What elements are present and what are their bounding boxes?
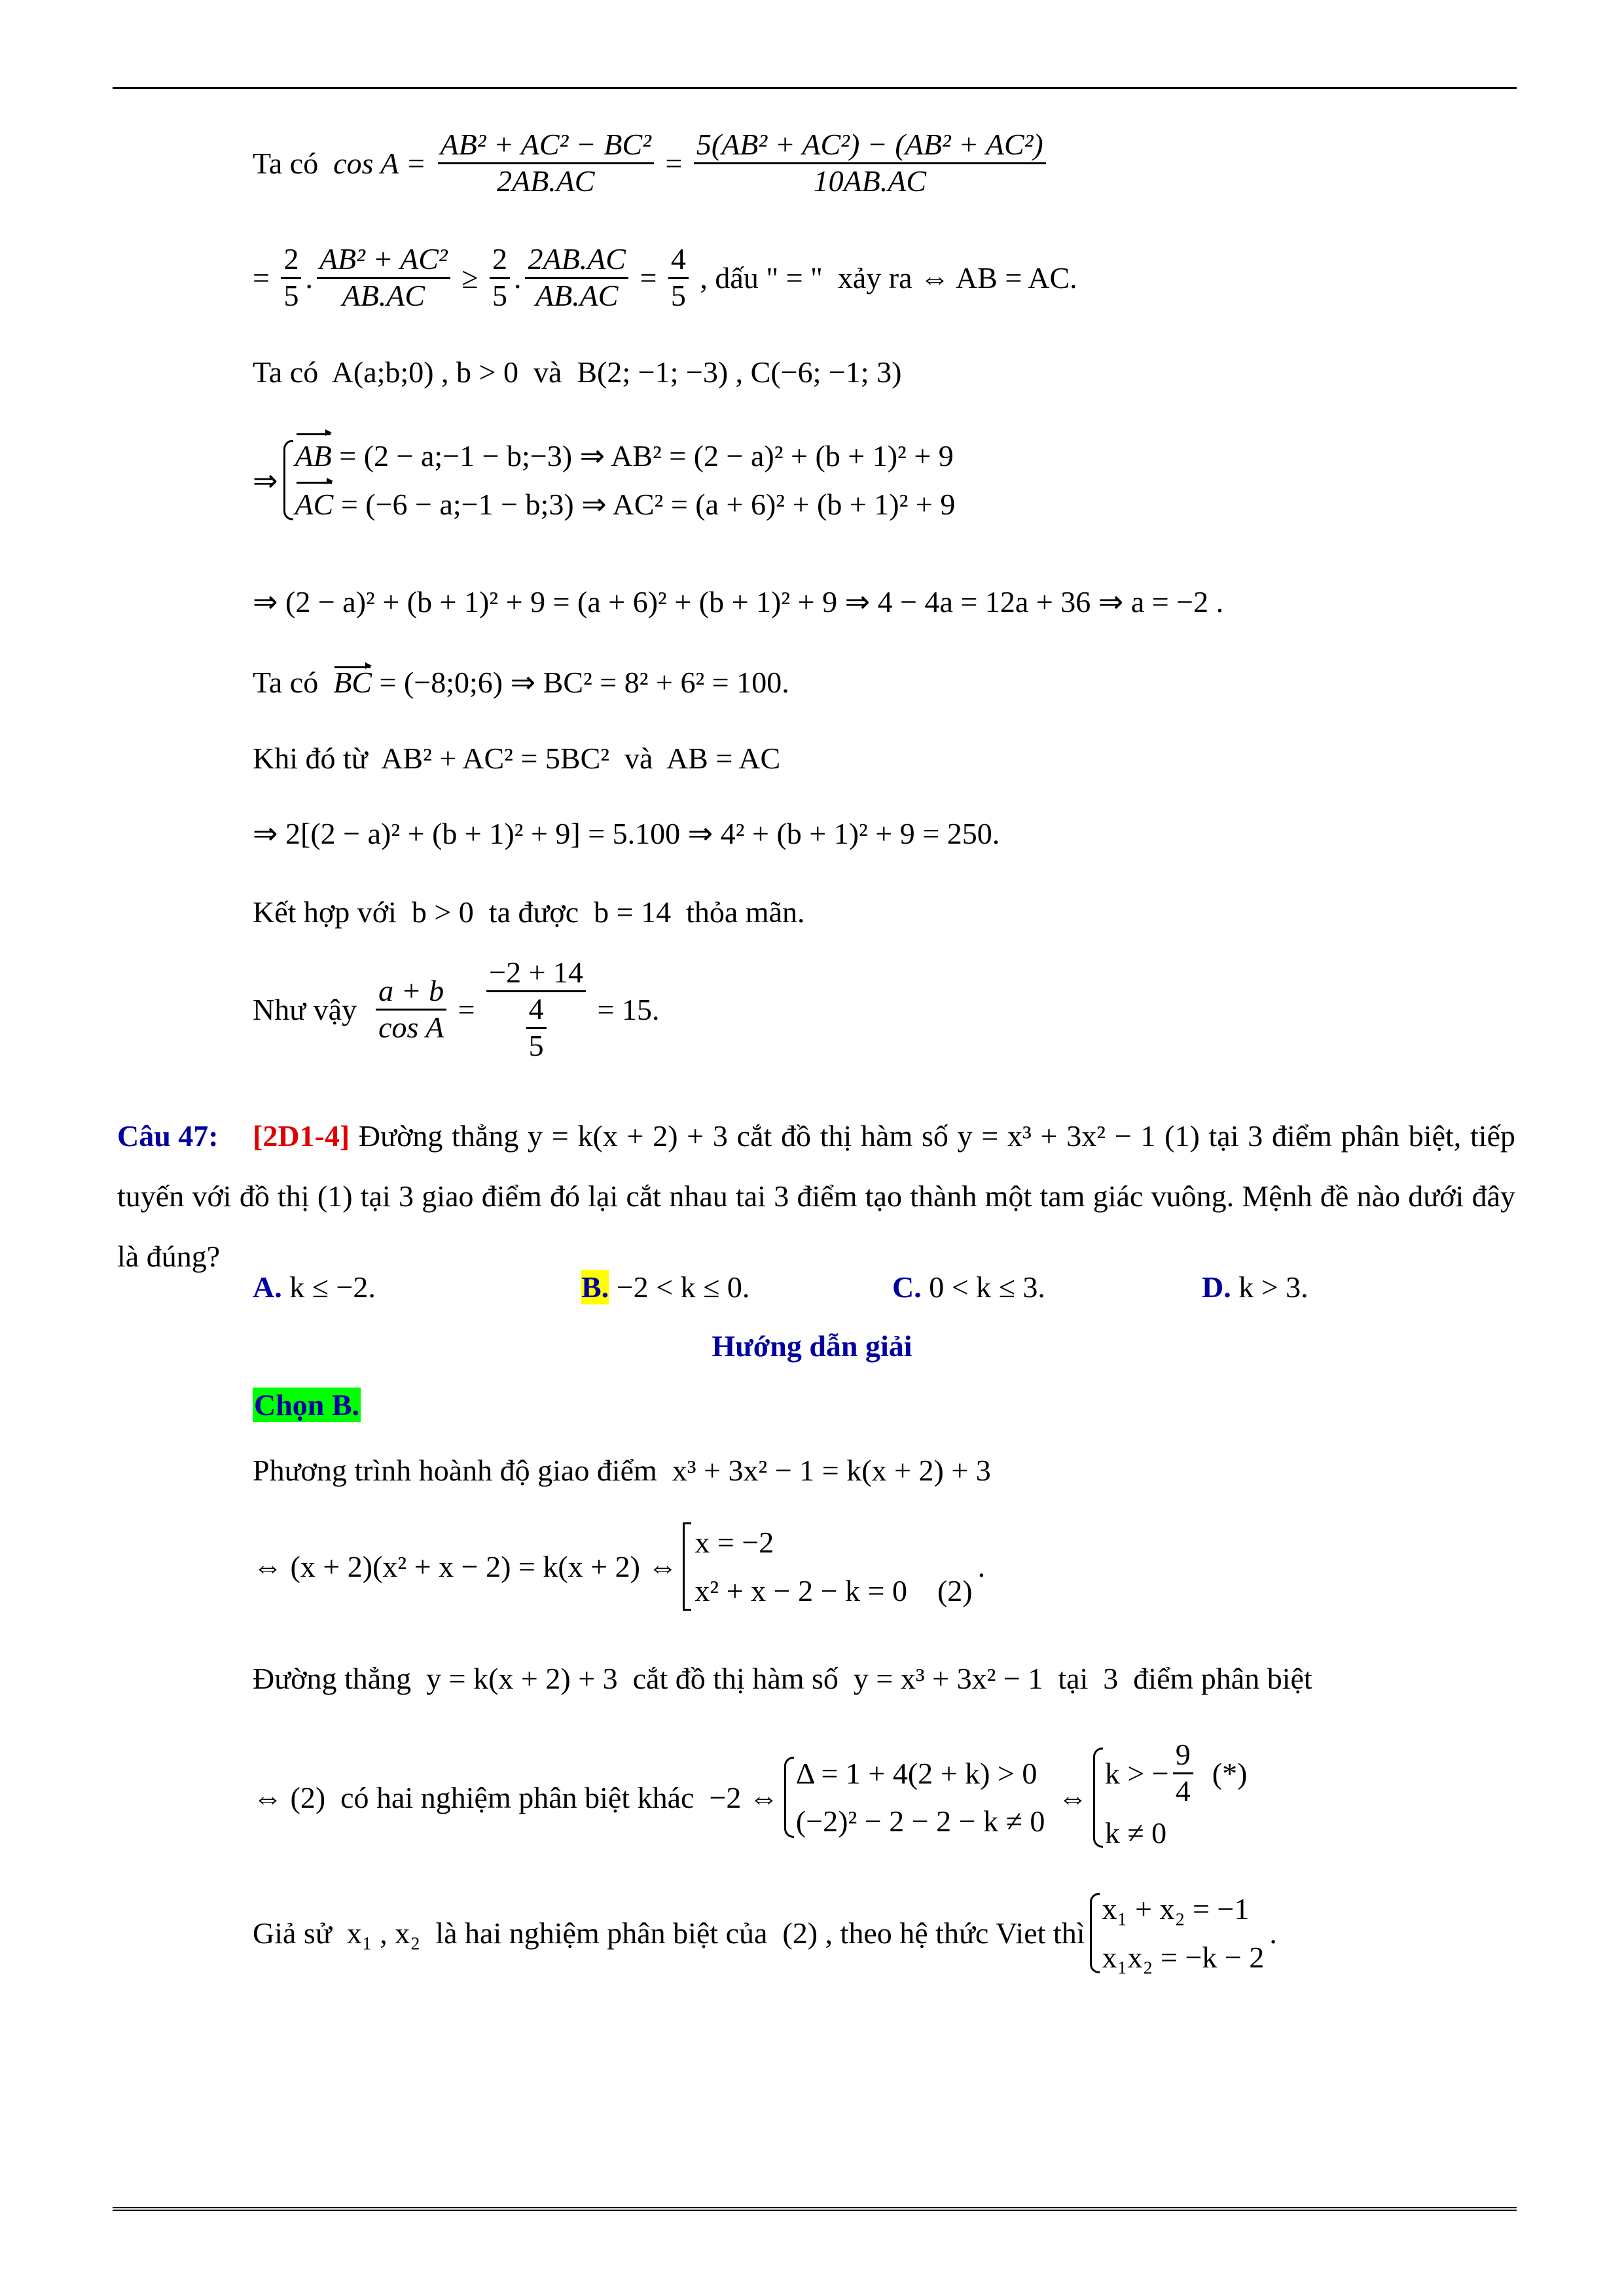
numerator: 2: [490, 242, 510, 279]
numerator: 2AB.AC: [525, 242, 628, 279]
math: cos A =: [333, 146, 434, 180]
text: Kết hợp với b > 0 ta được b = 14 thỏa mãn.: [253, 895, 805, 929]
text: = (−6 − a;−1 − b;3) ⇒ AC² = (a + 6)² + (b + 1)² + 9: [333, 487, 956, 521]
vector-system-line: [253, 432, 960, 528]
system-row: [295, 480, 956, 529]
text: = (2 − a;−1 − b;−3) ⇒ AB² = (2 − a)² + (b + 1)² + 9: [331, 439, 954, 473]
text: Như vậy: [253, 992, 372, 1026]
denominator: 5: [670, 278, 686, 312]
option-label: D.: [1202, 1270, 1231, 1304]
fraction: [490, 242, 510, 314]
option-c[interactable]: [892, 1270, 1045, 1304]
system-row: [295, 432, 956, 480]
text: Δ = 1 + 4(2 + k) > 0: [795, 1756, 1038, 1790]
numerator: a + b: [376, 974, 446, 1011]
chosen-answer: Chọn B.: [254, 1388, 360, 1422]
denominator: 5: [283, 278, 299, 312]
equation-line: [253, 584, 1223, 619]
text: .: [513, 260, 522, 295]
header-rule: [113, 87, 1517, 89]
text: Ta có: [253, 665, 334, 699]
denominator: 2AB.AC: [496, 164, 595, 198]
text: Ta có: [253, 146, 334, 180]
text: = (−8;0;6) ⇒ BC² = 8² + 6² = 100.: [372, 666, 789, 699]
option-b[interactable]: [581, 1270, 749, 1304]
system: [1093, 1738, 1248, 1857]
system-row: [1105, 1738, 1248, 1809]
text: (−2)² − 2 − 2 − k ≠ 0: [795, 1804, 1045, 1839]
question-text: Đường thẳng y = k(x + 2) + 3 cắt đồ thị hàm số y = x³ + 3x² − 1 (1) tại 3 điểm phân biệt, tiếp tuyến với đồ thị (1) tại 3 giao điểm đó lại cắt nhau tai 3 điểm tạo thành một tam giác vuông. Mệnh đề nào dưới đây là đúng?: [117, 1119, 1515, 1273]
text: =: [657, 146, 690, 180]
vector-ac: AC: [295, 480, 334, 529]
option-text: k ≤ −2.: [281, 1270, 376, 1304]
points-line: [253, 355, 901, 389]
text: ⇒ 2[(2 − a)² + (b + 1)² + 9] = 5.100 ⇒ 4² + (b + 1)² + 9 = 250.: [253, 817, 1000, 850]
option-text: −2 < k ≤ 0.: [609, 1270, 750, 1304]
denominator: 10AB.AC: [813, 164, 927, 198]
guide-line: [253, 1453, 991, 1488]
numerator: AB² + AC²: [317, 242, 450, 279]
denominator: AB.AC: [342, 278, 425, 312]
fraction: [281, 242, 301, 314]
guide-condition-line: [253, 1738, 1252, 1857]
denominator: 5: [492, 278, 507, 312]
text: Ta có A(a;b;0) , b > 0 và B(2; −1; −3) , C(−6; −1; 3): [253, 355, 902, 389]
numerator: 9: [1173, 1738, 1193, 1774]
numerator: AB² + AC² − BC²: [438, 128, 654, 164]
text: k ≠ 0: [1104, 1816, 1167, 1850]
system: [283, 432, 956, 528]
question-tag: [2D1-4]: [253, 1119, 350, 1153]
vector-bc: BC: [333, 665, 372, 699]
text: x₁x₂ = −k − 2: [1102, 1940, 1265, 1974]
text: x² + x − 2 − k = 0 (2): [695, 1573, 973, 1607]
text: ⇒ (2 − a)² + (b + 1)² + 9 = (a + 6)² + (b + 1)² + 9 ⇒ 4 − 4a = 12a + 36 ⇒ a = −2 .: [253, 585, 1224, 619]
denominator: AB.AC: [535, 278, 619, 312]
denominator: 5: [528, 1028, 544, 1062]
solution-set: [683, 1518, 972, 1615]
option-a[interactable]: [253, 1270, 376, 1304]
question-47: [117, 1106, 1515, 1287]
bc-line: [253, 664, 789, 700]
option-label: C.: [892, 1270, 922, 1304]
text: Giả sử x₁ , x₂ là hai nghiệm phân biệt của (2) , theo hệ thức Viet thì: [253, 1916, 1085, 1950]
text: .: [977, 1550, 986, 1584]
denominator: 4: [1175, 1774, 1191, 1808]
condition-line: [253, 741, 780, 776]
text: ⇔ (2) có hai nghiệm phân biệt khác −2 ⇔: [253, 1780, 779, 1814]
text: = 15.: [590, 992, 660, 1026]
text: ≥: [454, 260, 486, 295]
text: =: [450, 992, 483, 1026]
guide-heading: Hướng dẫn giải: [712, 1329, 912, 1363]
text: Đường thẳng y = k(x + 2) + 3 cắt đồ thị hàm số y = x³ + 3x² − 1 tại 3 điểm phân biệt: [253, 1662, 1312, 1695]
fraction: [486, 956, 586, 1064]
option-text: 0 < k ≤ 3.: [921, 1270, 1045, 1304]
numerator: 4: [526, 992, 547, 1029]
fraction: [525, 242, 628, 314]
option-d[interactable]: [1202, 1270, 1308, 1304]
fraction: [438, 128, 654, 199]
option-text: k > 3.: [1231, 1270, 1308, 1304]
inequality-line: [253, 242, 1077, 314]
guide-line: [253, 1661, 1312, 1696]
text: x = −2: [695, 1526, 774, 1559]
text: x₁ + x₂ = −1: [1102, 1892, 1250, 1926]
system: [784, 1749, 1045, 1846]
text: ⇔: [1050, 1780, 1088, 1814]
text: =: [253, 260, 278, 295]
fraction: [668, 242, 689, 314]
equation-line: [253, 816, 1000, 851]
text: (*): [1197, 1756, 1248, 1790]
fraction: [376, 974, 446, 1045]
fraction: [694, 128, 1046, 199]
vector-ab: AB: [295, 432, 332, 480]
text: k > −: [1104, 1756, 1169, 1790]
text: .: [1269, 1916, 1277, 1950]
text: Phương trình hoành độ giao điểm x³ + 3x² − 1 = k(x + 2) + 3: [253, 1454, 991, 1487]
cosine-formula-line: [253, 128, 1050, 199]
implies: ⇒: [253, 463, 278, 497]
numerator: 2: [281, 242, 301, 279]
numerator: 5(AB² + AC²) − (AB² + AC²): [694, 128, 1046, 164]
fraction: [1173, 1738, 1193, 1809]
footer-rule: [113, 2207, 1517, 2211]
option-label: A.: [253, 1270, 282, 1304]
text: , dấu " = " xảy ra ⇔ AB = AC.: [692, 260, 1077, 295]
system: [1090, 1885, 1264, 1981]
option-label: B.: [581, 1270, 609, 1304]
guide-factor-line: [253, 1518, 985, 1615]
guide-viet-line: [253, 1885, 1277, 1981]
denominator: cos A: [378, 1010, 444, 1044]
text: .: [305, 260, 313, 295]
text: =: [632, 260, 664, 295]
text: ⇔ (x + 2)(x² + x − 2) = k(x + 2) ⇔: [253, 1550, 678, 1584]
result-line: [253, 895, 805, 929]
question-label: Câu 47:: [117, 1119, 219, 1153]
final-line: [253, 956, 659, 1064]
fraction: [317, 242, 450, 314]
numerator: −2 + 14: [486, 956, 586, 992]
text: Khi đó từ AB² + AC² = 5BC² và AB = AC: [253, 742, 781, 775]
numerator: 4: [668, 242, 689, 279]
fraction: [524, 992, 549, 1064]
